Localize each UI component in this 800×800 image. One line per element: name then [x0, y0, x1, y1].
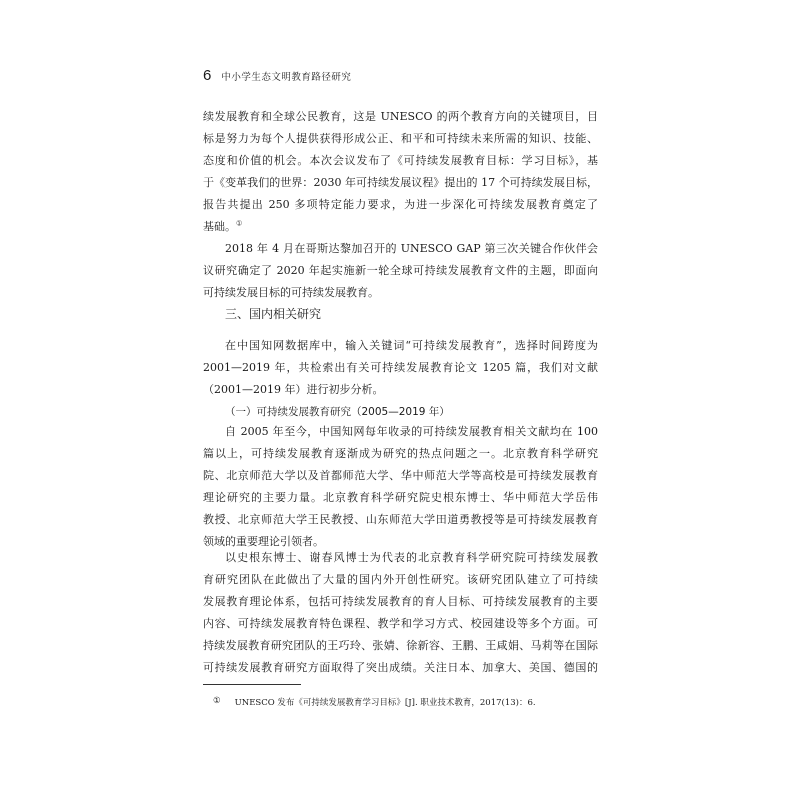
text-line: 篇以上，可持续发展教育逐渐成为研究的热点问题之一。北京教育科学研究: [203, 447, 598, 460]
text-line: 报告共提出 250 多项特定能力要求，为进一步深化可持续发展教育奠定了: [203, 198, 598, 211]
paragraph-2: [203, 238, 598, 304]
text-line: 标是努力为每个人提供获得形成公正、和平和可持续未来所需的知识、技能、: [203, 132, 598, 145]
text-line: 基础。①: [203, 219, 243, 233]
footnote-divider: [203, 684, 301, 685]
footnote-text: UNESCO 发布《可持续发展教育学习目标》[J]. 职业技术教育，2017(13)：6.: [234, 698, 536, 708]
text-line: 于《变革我们的世界：2030 年可持续发展议程》提出的 17 个可持续发展目标，: [203, 176, 598, 189]
text-line: 可持续发展目标的可持续发展教育。: [203, 286, 379, 299]
text-line: 院、北京师范大学以及首都师范大学、华中师范大学等高校是可持续发展教育: [203, 469, 598, 482]
text-line: 态度和价值的机会。本次会议发布了《可持续发展教育目标：学习目标》，基: [203, 154, 598, 167]
section-heading: 三、国内相关研究: [225, 307, 322, 321]
text-line: 在中国知网数据库中，输入关键词“可持续发展教育”，选择时间跨度为: [225, 339, 598, 352]
paragraph-3: [203, 335, 598, 401]
page-number: 6: [203, 67, 212, 84]
text-line: 可持续发展教育研究方面取得了突出成绩。关注日本、加拿大、美国、德国的: [203, 661, 598, 674]
text-line: 教授、北京师范大学王民教授、山东师范大学田道勇教授等是可持续发展教育: [203, 513, 598, 526]
text-line: 持续发展教育研究团队的王巧玲、张婧、徐新容、王鹏、王咸娟、马莉等在国际: [203, 639, 598, 652]
text-line: 2001—2019 年，共检索出有关可持续发展教育论文 1205 篇，我们对文献: [203, 361, 598, 374]
text-line: 议研究确定了 2020 年起实施新一轮全球可持续发展教育文件的主题，即面向: [203, 264, 598, 277]
running-head: 中小学生态文明教育路径研究: [221, 72, 352, 83]
text-line: （2001—2019 年）进行初步分析。: [203, 383, 384, 396]
paragraph-5: [203, 547, 598, 679]
text-line: 领域的重要理论引领者。: [203, 535, 324, 548]
page-header: [203, 67, 351, 84]
paragraph-4: [203, 421, 598, 553]
text-line: 2018 年 4 月在哥斯达黎加召开的 UNESCO GAP 第三次关键合作伙伴会: [225, 242, 598, 255]
text-line: 育研究团队在此做出了大量的国内外开创性研究。该研究团队建立了可持续: [203, 573, 598, 586]
footnote: [213, 696, 536, 708]
text-line: 发展教育理论体系，包括可持续发展教育的育人目标、可持续发展教育的主要: [203, 595, 598, 608]
paragraph-1: [203, 106, 598, 238]
text-line: 以史根东博士、谢春风博士为代表的北京教育科学研究院可持续发展教: [225, 551, 598, 564]
text-line: 续发展教育和全球公民教育，这是 UNESCO 的两个教育方向的关键项目，目: [203, 110, 598, 123]
subsection-heading: （一）可持续发展教育研究（2005—2019 年）: [225, 406, 450, 418]
footnote-reference[interactable]: ①: [236, 219, 243, 228]
text-line: 理论研究的主要力量。北京教育科学研究院史根东博士、华中师范大学岳伟: [203, 491, 598, 504]
text-line: 内容、可持续发展教育特色课程、教学和学习方式、校园建设等多个方面。可: [203, 617, 598, 630]
footnote-mark: ①: [213, 696, 221, 706]
text-line: 自 2005 年至今，中国知网每年收录的可持续发展教育相关文献均在 100: [225, 425, 598, 438]
